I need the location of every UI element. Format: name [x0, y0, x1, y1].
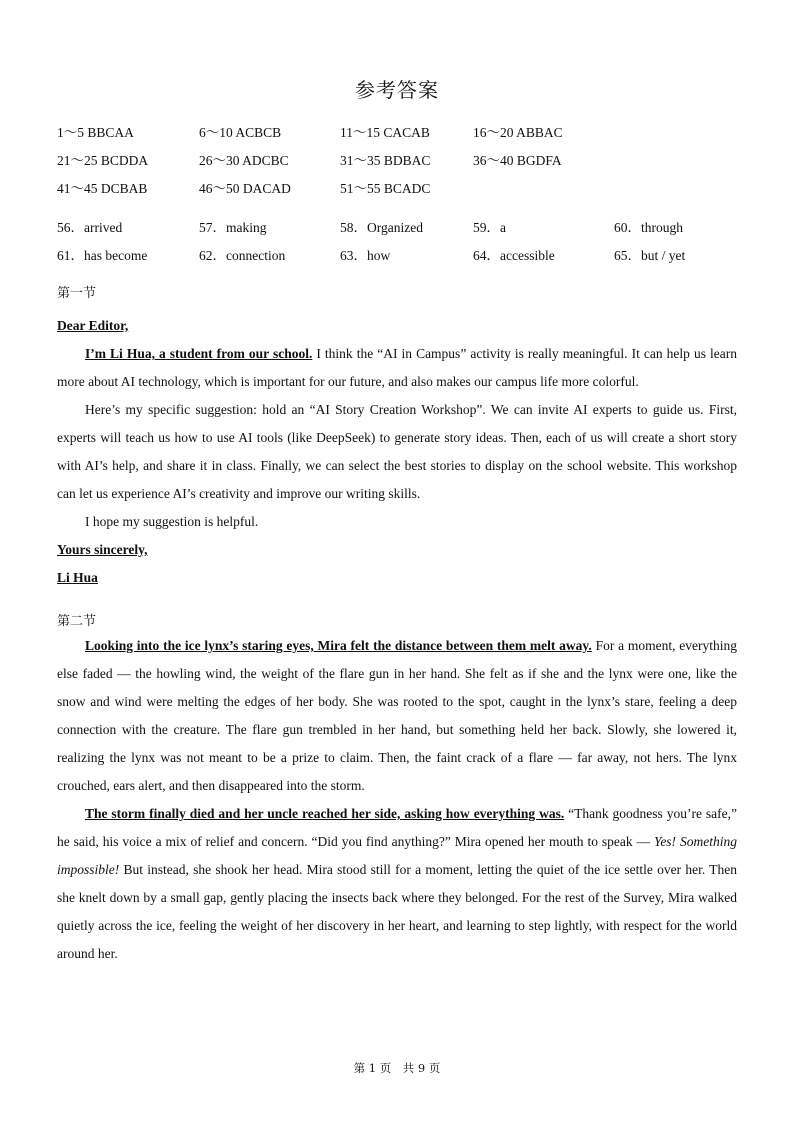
essay-text: I think the “AI in Campus” activity is really meaningful. It can help us learn more about AI technology, which is important for our future, and also makes our campus life more colorful. — [57, 346, 737, 389]
fill-answer: 61．has become — [57, 248, 148, 263]
fill-answer: 65．but / yet — [614, 248, 686, 263]
story-paragraph-2 — [57, 800, 737, 968]
fill-answer: 56．arrived — [57, 220, 123, 235]
fill-answer: 63．how — [340, 248, 391, 263]
story-paragraph-1 — [57, 632, 737, 800]
page-footer: 第 1 页 共 9 页 — [353, 1061, 441, 1075]
answer-group: 21～25 BCDDA — [57, 153, 149, 168]
answer-group: 1～5 BBCAA — [57, 125, 134, 140]
story-opening-sentence: The storm finally died and her uncle reached her side, asking how everything was. — [85, 806, 565, 821]
section-2-essay — [57, 632, 737, 968]
answer-group: 51～55 BCADC — [340, 181, 431, 196]
fill-answer: 64．accessible — [473, 248, 555, 263]
story-text: “Thank goodness you’re safe,” he said, his voice a mix of relief and concern. “Did you find anything?” Mira opened her mouth to speak — — [57, 806, 737, 849]
fill-answer: 58．Organized — [340, 220, 423, 235]
salutation: Dear Editor, — [57, 318, 129, 333]
fill-answer: 59．a — [473, 220, 506, 235]
answer-group: 11～15 CACAB — [340, 125, 430, 140]
page-title: 参考答案 — [355, 78, 439, 102]
essay-topic-sentence: I’m Li Hua, a student from our school. — [85, 346, 313, 361]
fill-answer: 60．through — [614, 220, 683, 235]
answer-group: 36～40 BGDFA — [473, 153, 562, 168]
section-1-label: 第一节 — [57, 286, 97, 301]
story-opening-sentence: Looking into the ice lynx’s staring eyes, Mira felt the distance between them melt away. — [85, 638, 592, 653]
answer-group: 46～50 DACAD — [199, 181, 291, 196]
answer-group: 26～30 ADCBC — [199, 153, 289, 168]
essay-paragraph-1 — [57, 340, 737, 396]
fill-answer: 62．connection — [199, 248, 286, 263]
answer-group: 6～10 ACBCB — [199, 125, 282, 140]
answer-group: 16～20 ABBAC — [473, 125, 563, 140]
essay-paragraph-3: I hope my suggestion is helpful. — [85, 514, 259, 529]
section-1-essay — [57, 312, 737, 592]
closing: Yours sincerely, — [57, 542, 148, 557]
signature: Li Hua — [57, 570, 98, 585]
story-text: But instead, she shook her head. Mira stood still for a moment, letting the quiet of the ice settle over her. Then she knelt down by a small gap, gently placing the insects back where they belonged. For the rest of the Survey, Mira walked quietly across the ice, feeling the weight of her discovery in her heart, and learning to step lightly, with respect for the world around her. — [57, 862, 737, 961]
answer-group: 41～45 DCBAB — [57, 181, 148, 196]
story-text: For a moment, everything else faded — the howling wind, the weight of the flare gun in her hand. She felt as if she and the lynx were one, like the snow and wind were melting the edges of her body. She was rooted to the spot, caught in the lynx’s stare, feeling a deep connection with the creature. The flare gun trembled in her hand, but something held her back. Slowly, she lowered it, realizing the lynx was not meant to be a prize to claim. Then, the faint crack of a flare — far away, not hers. The lynx crouched, ears alert, and then disappeared into the storm. — [57, 638, 737, 793]
section-2-label: 第二节 — [57, 614, 97, 629]
fill-answer: 57．making — [199, 220, 267, 235]
story-italic-thought: Yes! Something impossible! — [57, 834, 737, 877]
essay-paragraph-2: Here’s my specific suggestion: hold an “AI Story Creation Workshop”. We can invite AI experts to guide us. First, experts will teach us how to use AI tools (like DeepSeek) to generate story ideas. Then, each of us will create a short story with AI’s help, and share it in class. Finally, we can select the best stories to display on the school website. This workshop can let us experience AI’s creativity and improve our writing skills. — [57, 402, 737, 501]
answer-group: 31～35 BDBAC — [340, 153, 431, 168]
